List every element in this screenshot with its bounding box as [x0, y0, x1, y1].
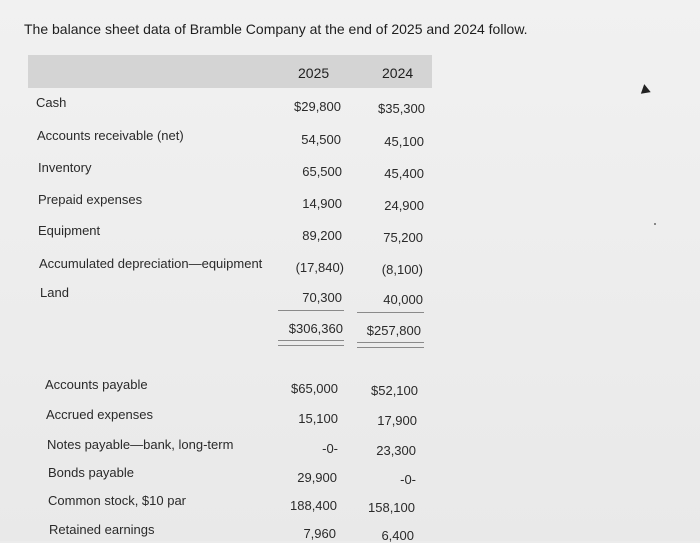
asset-value-2025: (17,840)	[295, 260, 344, 275]
liability-value-2024: 158,100	[368, 500, 415, 515]
asset-label: Accounts receivable (net)	[37, 128, 184, 143]
asset-value-2025: $29,800	[294, 99, 341, 114]
asset-value-2024: 40,000	[383, 292, 423, 307]
asset-label: Prepaid expenses	[38, 192, 143, 207]
liability-value-2025: 15,100	[298, 411, 338, 426]
liability-value-2025: -0-	[322, 441, 338, 456]
liability-value-2025: 29,900	[297, 470, 337, 485]
liability-value-2025: 188,400	[290, 498, 337, 513]
liability-label: Retained earnings	[49, 522, 155, 537]
liability-value-2024: 23,300	[376, 443, 416, 458]
mouse-cursor-icon	[639, 83, 650, 94]
asset-value-2025: 54,500	[301, 132, 341, 147]
asset-value-2024: 75,200	[383, 230, 423, 245]
asset-value-2024: 45,400	[384, 166, 424, 181]
liability-value-2024: 6,400	[381, 528, 414, 543]
liability-value-2024: -0-	[400, 472, 416, 487]
column-header-2025: 2025	[298, 65, 330, 81]
asset-value-2025: 14,900	[302, 196, 342, 211]
total-double-rule-2024	[357, 342, 424, 348]
subtotal-rule-2025	[278, 310, 344, 311]
liability-value-2025: 7,960	[303, 526, 336, 541]
asset-value-2024: 45,100	[384, 134, 424, 149]
table-header-bar	[28, 55, 432, 88]
asset-label: Cash	[36, 95, 67, 110]
liability-value-2025: $65,000	[291, 381, 338, 396]
asset-total-2025: $306,360	[288, 321, 343, 336]
asset-value-2025: 65,500	[302, 164, 342, 179]
column-header-2024: 2024	[382, 65, 414, 81]
problem-intro: The balance sheet data of Bramble Company at the end of 2025 and 2024 follow.	[24, 21, 528, 37]
asset-value-2024: (8,100)	[381, 262, 423, 277]
liability-label: Bonds payable	[48, 465, 135, 480]
asset-value-2024: 24,900	[384, 198, 424, 213]
asset-label: Equipment	[38, 223, 101, 238]
asset-label: Land	[40, 285, 69, 300]
asset-value-2024: $35,300	[378, 101, 425, 116]
total-double-rule-2025	[278, 340, 344, 346]
subtotal-rule-2024	[357, 312, 424, 313]
liability-label: Notes payable—bank, long-term	[47, 437, 234, 452]
liability-label: Common stock, $10 par	[48, 493, 187, 508]
liability-label: Accounts payable	[45, 377, 148, 392]
asset-total-2024: $257,800	[366, 323, 421, 338]
asset-label: Inventory	[38, 160, 92, 175]
asset-value-2025: 70,300	[302, 290, 342, 305]
asset-label: Accumulated depreciation—equipment	[39, 256, 263, 271]
speck-mark	[654, 223, 656, 225]
liability-label: Accrued expenses	[46, 407, 153, 422]
liability-value-2024: $52,100	[371, 383, 418, 398]
liability-value-2024: 17,900	[377, 413, 417, 428]
asset-value-2025: 89,200	[302, 228, 342, 243]
